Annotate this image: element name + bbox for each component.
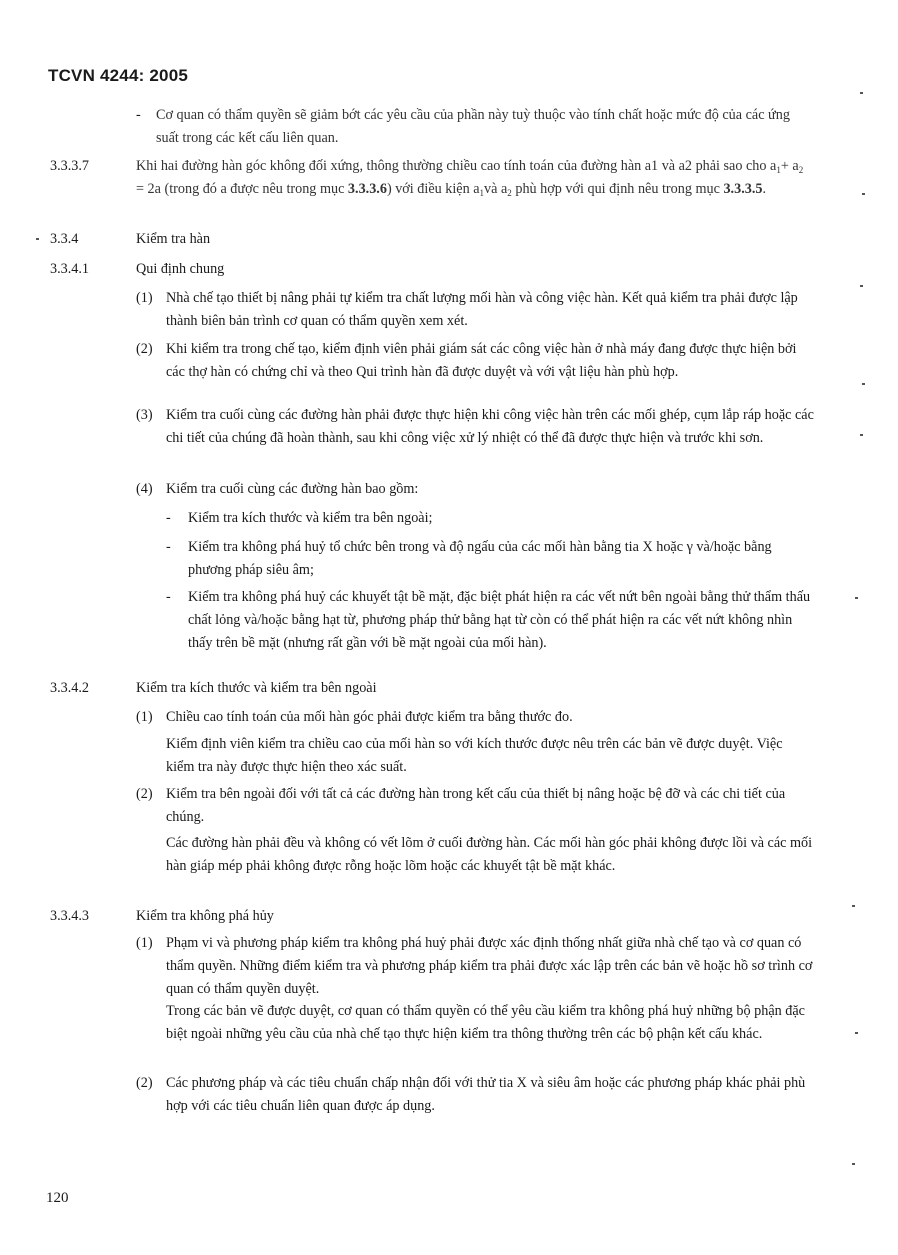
item-number: (2) — [136, 1075, 153, 1091]
scan-speck — [852, 1163, 855, 1165]
document-header: TCVN 4244: 2005 — [48, 66, 189, 85]
scan-speck — [860, 434, 863, 436]
item-number: (1) — [136, 709, 153, 725]
section-title: Qui định chung — [136, 261, 225, 277]
scan-speck — [36, 238, 39, 240]
paragraph: Kiểm tra bên ngoài đối với tất cả các đường hàn trong kết cấu của thiết bị nâng hoặc bệ đỡ và các chi tiết của chúng. — [166, 786, 786, 825]
paragraph: Khi kiểm tra trong chế tạo, kiểm định viên phải giám sát các công việc hàn ở nhà máy đang được thực hiện bởi các thợ hàn có chứng chỉ và theo Qui trình hàn đã được duyệt và với vật liệu hàn phù hợp. — [166, 341, 797, 380]
section-number: 3.3.4.1 — [50, 261, 90, 277]
section-title: Kiểm tra kích thước và kiểm tra bên ngoài — [136, 680, 377, 696]
bullet-mark: - — [166, 589, 171, 605]
paragraph: Kiểm định viên kiểm tra chiều cao của mối hàn so với kích thước được nêu trên các bản vẽ được duyệt. Việc kiểm tra này được thực hiện theo xác suất. — [166, 736, 783, 775]
scan-speck — [855, 597, 858, 599]
scan-speck — [862, 383, 865, 385]
item-number: (2) — [136, 341, 153, 357]
paragraph: Kiểm tra cuối cùng các đường hàn bao gồm: — [166, 481, 419, 497]
paragraph: Kiểm tra không phá huỷ tổ chức bên trong và độ ngấu của các mối hàn bằng tia X hoặc γ và/hoặc bằng phương pháp siêu âm; — [188, 539, 772, 578]
paragraph: Chiều cao tính toán của mối hàn góc phải được kiểm tra bằng thước đo. — [166, 709, 573, 725]
section-number: 3.3.4 — [50, 231, 79, 247]
bullet-mark: - — [166, 510, 171, 526]
bullet-mark: - — [166, 539, 171, 555]
paragraph: Nhà chế tạo thiết bị nâng phải tự kiểm tra chất lượng mối hàn và công việc hàn. Kết quả kiểm tra phải được lập thành biên bản trình cơ quan có thẩm quyền xem xét. — [166, 290, 798, 329]
scan-speck — [855, 1032, 858, 1034]
paragraph: Cơ quan có thẩm quyền sẽ giảm bớt các yêu cầu của phần này tuỳ thuộc vào tính chất hoặc mức độ của các ứng suất trong các kết cấu liên quan. — [156, 107, 790, 146]
section-number: 3.3.4.2 — [50, 680, 90, 696]
section-number: 3.3.4.3 — [50, 908, 90, 924]
scan-speck — [860, 285, 863, 287]
paragraph: Các phương pháp và các tiêu chuẩn chấp nhận đối với thử tia X và siêu âm hoặc các phương pháp khác phải phù hợp với các tiêu chuẩn liên quan được áp dụng. — [166, 1075, 806, 1114]
paragraph: Các đường hàn phải đều và không có vết lõm ở cuối đường hàn. Các mối hàn góc phải không được lồi và các mối hàn giáp mép phải không được rỗng hoặc lõm hoặc các khuyết tật bề mặt khác. — [166, 835, 813, 874]
paragraph: Trong các bản vẽ được duyệt, cơ quan có thẩm quyền có thể yêu cầu kiểm tra không phá huỷ những bộ phận đặc biệt ngoài những yêu cầu của nhà chế tạo thực hiện kiểm tra thông thường trên các bộ phận kết cấu khác. — [166, 1003, 805, 1042]
item-number: (1) — [136, 290, 153, 306]
scan-speck — [852, 905, 855, 907]
paragraph: Phạm vi và phương pháp kiểm tra không phá huỷ phải được xác định thống nhất giữa nhà chế tạo và cơ quan có thẩm quyền. Những điểm kiểm tra và phương pháp kiểm tra phải được xác lập trên các bản vẽ hoặc hồ sơ trình cơ quan có thẩm quyền duyệt. — [166, 935, 813, 997]
scan-speck — [862, 193, 865, 195]
scan-speck — [860, 92, 863, 94]
section-title: Kiểm tra hàn — [136, 231, 211, 247]
item-number: (2) — [136, 786, 153, 802]
paragraph: Kiểm tra kích thước và kiểm tra bên ngoài; — [188, 510, 433, 526]
paragraph: Kiểm tra cuối cùng các đường hàn phải được thực hiện khi công việc hàn trên các mối ghép, cụm lắp ráp hoặc các chi tiết của chúng đã hoàn thành, sau khi công việc xử lý nhiệt có thể đã được thực hiện và trước khi sơn. — [166, 407, 814, 446]
item-number: (1) — [136, 935, 153, 951]
paragraph: Kiểm tra không phá huỷ các khuyết tật bề mặt, đặc biệt phát hiện ra các vết nứt bên ngoài bằng thử thẩm thấu chất lỏng và/hoặc bằng hạt từ, phương pháp thử bằng hạt từ còn có thể phát hiện ra các vết nứt không nhìn thấy trên bề mặt (nhưng rất gần với bề mặt ngoài của mối hàn). — [188, 589, 811, 651]
bullet-mark: - — [136, 107, 141, 123]
item-number: (4) — [136, 481, 153, 497]
item-number: (3) — [136, 407, 153, 423]
paragraph-3-3-3-7: Khi hai đường hàn góc không đối xứng, thông thường chiều cao tính toán của đường hàn a1 và a2 phải sao cho $a_1+ a_2 = 2a$ (trong đó a được nêu trong mục 3.3.3.6) với điều kiện $a_1và$ $a_2$ phù hợp với qui định nêu trong mục 3.3.3.5. — [136, 158, 804, 198]
page-number: 120 — [46, 1190, 69, 1206]
section-number: 3.3.3.7 — [50, 158, 90, 174]
section-title: Kiểm tra không phá hủy — [136, 908, 274, 924]
